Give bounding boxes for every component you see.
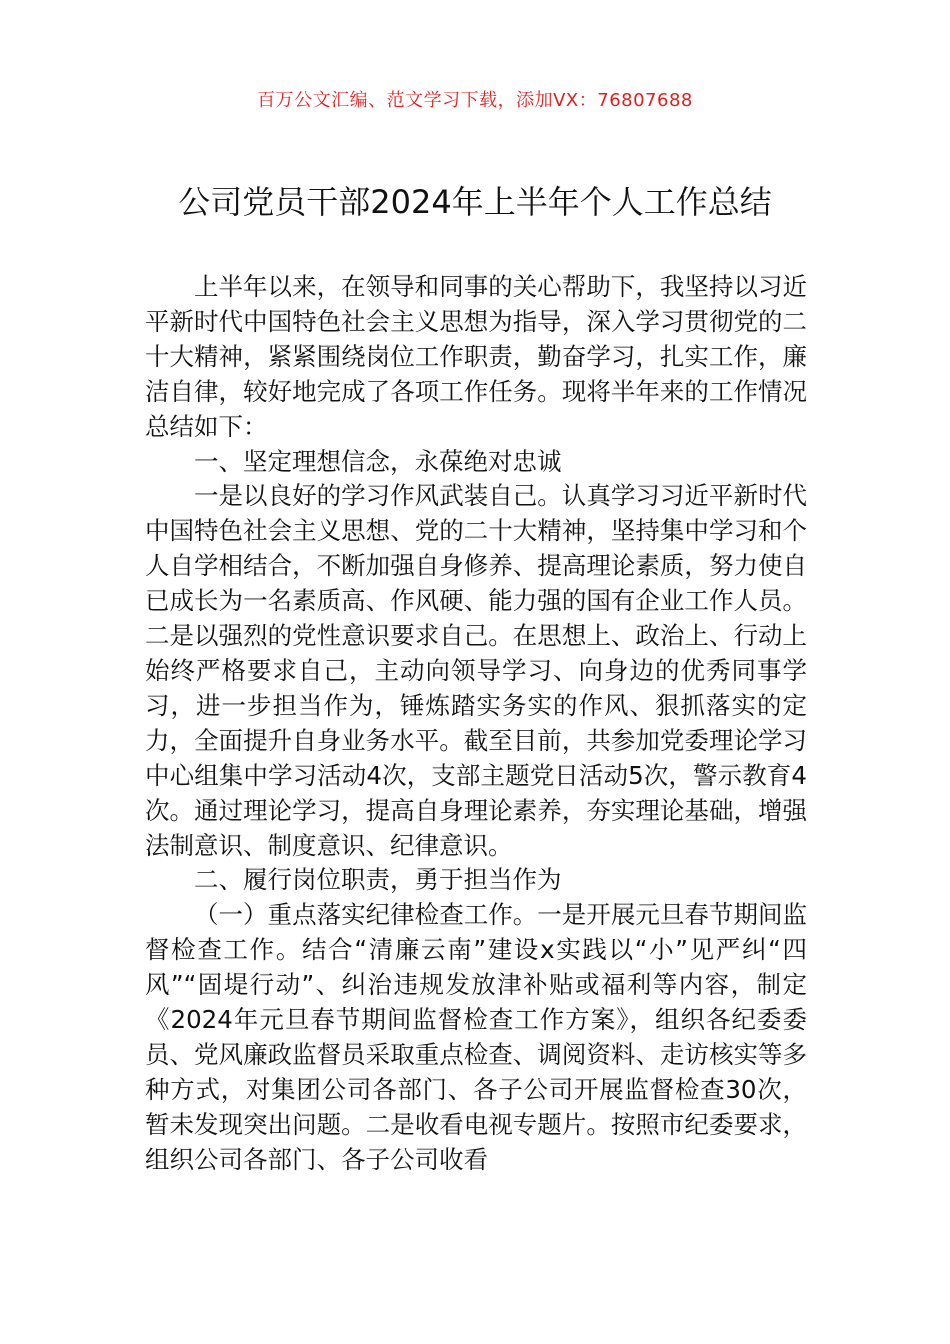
section-1-paragraph: 一是以良好的学习作风武装自己。认真学习习近平新时代中国特色社会主义思想、党的二十大精神，坚持集中学习和个人自学相结合，不断加强自身修养、提高理论素质，努力使自已成长为一名素质高、作风硬、能力强的国有企业工作人员。二是以强烈的党性意识要求自己。在思想上、政治上、行动上始终严格要求自己，主动向领导学习、向身边的优秀同事学习，进一步担当作为，锤炼踏实务实的作风、狠抓落实的定力，全面提升自身业务水平。截至目前，共参加党委理论学习中心组集中学习活动4次，支部主题党日活动5次，警示教育4次。通过理论学习，提高自身理论素养，夯实理论基础，增强法制意识、制度意识、纪律意识。 [145,481,807,860]
document-body [145,270,807,1178]
intro-paragraph: 上半年以来，在领导和同事的关心帮助下，我坚持以习近平新时代中国特色社会主义思想为指导，深入学习贯彻党的二十大精神，紧紧围绕岗位工作职责，勤奋学习，扎实工作，廉洁自律，较好地完成了各项工作任务。现将半年来的工作情况总结如下： [145,272,807,441]
section-2-paragraph: （一）重点落实纪律检查工作。一是开展元旦春节期间监督检查工作。结合“清廉云南”建设x实践以“小”见严纠“四风”“固堤行动”、纠治违规发放津补贴或福利等内容，制定《2024年元旦春节期间监督检查工作方案》，组织各纪委委员、党风廉政监督员采取重点检查、调阅资料、走访核实等多种方式，对集团公司各部门、各子公司开展监督检查30次，暂未发现突出问题。二是收看电视专题片。按照市纪委要求，组织公司各部门、各子公司收看 [145,900,807,1174]
section-heading-2: 二、履行岗位职责，勇于担当作为 [194,865,562,895]
document-title: 公司党员干部2024年上半年个人工作总结 [178,183,772,221]
section-heading-1: 一、坚定理想信念，永葆绝对忠诚 [194,446,562,476]
watermark-banner: 百万公文汇编、范文学习下载，添加VX：76807688 [257,90,693,111]
